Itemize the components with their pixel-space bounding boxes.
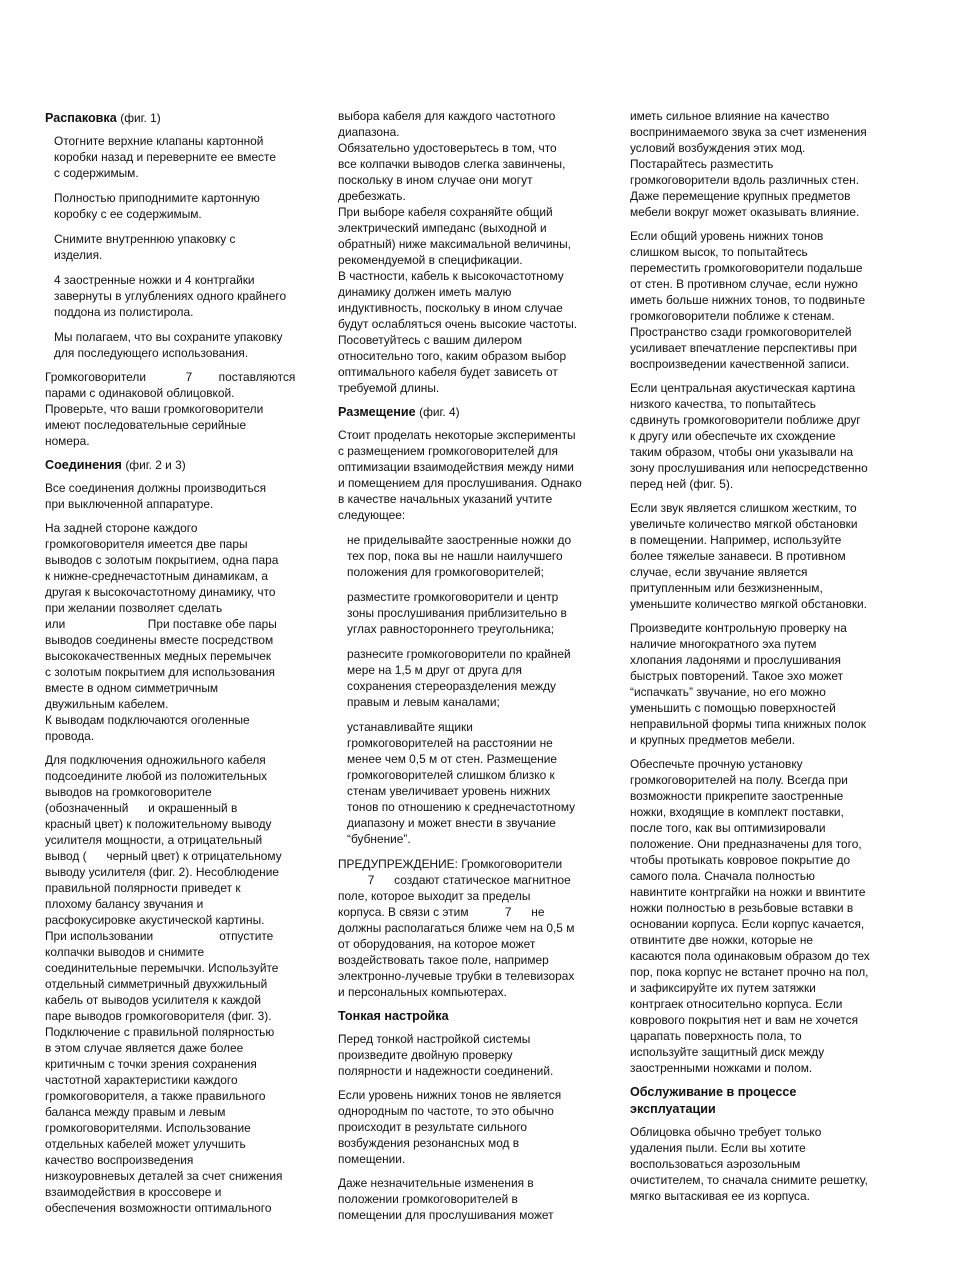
text-line: 7 создают статическое магнитное [338,873,571,887]
text-line: низкого качества, то попытайтесь [630,397,816,411]
text-line: диапазона. [338,125,400,139]
text-line: ПРЕДУПРЕЖДЕНИЕ: Громкоговорители [338,857,563,871]
body-paragraph [338,1087,620,1167]
text-line: Постарайтесь разместить [630,157,774,171]
text-line: соединительные перемычки. Используйте [45,961,279,975]
text-line: обеспечения возможности оптимального [45,1201,272,1215]
text-line: полярности и надежности соединений. [338,1064,554,1078]
body-paragraph [338,1031,620,1079]
text-line: следующее: [338,508,406,522]
text-line: высококачественных медных перемычек [45,649,272,663]
text-line: положение. Они предназначены для того, [630,837,862,851]
text-column-3 [630,108,912,1204]
body-paragraph [630,500,912,612]
text-line: навинтите контргайки на ножки и ввинтите [630,885,866,899]
text-line: однородным по частоте, то это обычно [338,1104,554,1118]
text-line: вывод ( черный цвет) к отрицательному [45,849,282,863]
text-line: относительно того, каким образом выбор [338,349,567,363]
text-line: подсоедините любой из положительных [45,769,268,783]
instruction-item [45,231,327,263]
figure-reference: (фиг. 1) [120,111,161,125]
body-paragraph [338,856,620,1000]
text-line: царапать поверхность пола, то [630,1029,802,1043]
text-line: Обязательно удостоверьтесь в том, что [338,141,557,155]
text-line: отдельный симметричный двухжильный [45,977,268,991]
text-line: вместе в одном симметричным [45,681,219,695]
text-line: низкоуровневых деталей за счет снижения [45,1169,283,1183]
text-line: Перед тонкой настройкой системы [338,1032,531,1046]
text-line: Все соединения должны производиться [45,481,267,495]
instruction-item [45,190,327,222]
text-line: двужильным кабелем. [45,697,169,711]
text-line: уменьшите количество мягкой обстановки. [630,597,867,611]
text-line: Стоит проделать некоторые эксперименты [338,428,576,442]
body-paragraph [338,1175,620,1223]
text-line: касаются пола одинаковым образом до тех [630,949,870,963]
text-line: или При поставке обе пары [45,617,277,631]
text-line: усилителя мощности, а отрицательный [45,833,263,847]
text-line: контргаек относительно корпуса. Если [630,997,843,1011]
text-line: условий возбуждения этих мод. [630,141,806,155]
text-line: от оборудования, на которое может [338,937,536,951]
text-line: парами с одинаковой облицовкой. [45,386,235,400]
text-line: и крупных предметов мебели. [630,733,796,747]
text-line: перед ней (фиг. 5). [630,477,734,491]
text-line: воздействовать такое поле, например [338,953,549,967]
instruction-item [45,133,327,181]
text-line: Полностью приподнимите картонную [54,191,260,205]
body-paragraph [630,380,912,492]
text-line: Даже перемещение крупных предметов [630,189,851,203]
text-line: сохранения стереоразделения между [347,679,557,693]
text-line: Пространство сзади громкоговорителей [630,325,852,339]
text-line: оптимального кабеля будет зависеть от [338,365,558,379]
text-line: возможности прикрепите заостренные [630,789,844,803]
text-line: дребезжать. [338,189,406,203]
text-line: увеличьте количество мягкой обстановки [630,517,858,531]
text-line: усиливает впечатление перспективы при [630,341,858,355]
text-line: устанавливайте ящики [347,720,473,734]
text-line: с содержимым. [54,166,139,180]
text-line: уменьшить с помощью поверхностей [630,701,836,715]
text-line: поле, которое выходит за пределы [338,889,531,903]
text-line: иметь больше нижних тонов, то подвиньте [630,293,866,307]
figure-reference: (фиг. 2 и 3) [125,458,186,472]
body-paragraph [630,756,912,1076]
text-line: при выключенной аппаратуре. [45,497,214,511]
text-line: хлопания ладонями и прослушивания [630,653,841,667]
figure-reference: (фиг. 4) [419,405,460,419]
section-heading-title: Обслуживание в процессе [630,1085,797,1099]
text-line: ножки полностью в резьбовые вставки в [630,901,854,915]
text-line: к другу или обеспечьте их схождение [630,429,836,443]
text-line: самого пола. Сначала полностью [630,869,815,883]
text-line: диапазону и может внести в звучание [347,816,556,830]
text-line: 4 заостренные ножки и 4 контргайки [54,273,255,287]
text-line: не приделывайте заостренные ножки до [347,533,572,547]
text-line: должны располагаться ближе чем на 0,5 м [338,921,575,935]
text-line: зоны прослушивания приблизительно в [347,606,567,620]
instruction-item [338,719,620,847]
text-line: к нижне-среднечастотным динамикам, а [45,569,268,583]
text-line: заостренными ножками и полом. [630,1061,813,1075]
text-line: иметь сильное влияние на качество [630,109,830,123]
text-line: динамику должен иметь малую [338,285,512,299]
text-line: расфокусировке акустической картины. [45,913,265,927]
text-line: баланса между правым и левым [45,1105,226,1119]
text-line: воспринимаемого звука за счет изменения [630,125,867,139]
text-line: качество воспроизведения [45,1153,194,1167]
text-line: изделия. [54,248,103,262]
text-line: и зафиксируйте их путем затяжки [630,981,816,995]
text-line: тонов по отношению к среднечастотному [347,800,576,814]
text-line: (обозначенный и окрашенный в [45,801,238,815]
text-line: основании корпуса. Если корпус качается, [630,917,865,931]
text-line: отдельных кабелей может улучшить [45,1137,246,1151]
text-line: Подключение с правильной полярностью [45,1025,275,1039]
section-heading-title: Тонкая настройка [338,1009,449,1023]
text-line: При выборе кабеля сохраняйте общий [338,205,553,219]
section-heading [338,1008,620,1025]
text-line: электрический импеданс (выходной и [338,221,547,235]
section-heading [630,1084,912,1118]
text-line: таким образом, чтобы они указывали на [630,445,854,459]
text-line: помещении. [338,1152,406,1166]
text-line: зону прослушивания или непосредственно [630,461,868,475]
body-paragraph [630,620,912,748]
text-line: громкоговорителей на полу. Всегда при [630,773,848,787]
text-line: громкоговорителя имеется две пары [45,537,248,551]
text-line: правым и левым каналами; [347,695,500,709]
text-line: случае, если звучание является [630,565,808,579]
text-line: номера. [45,434,90,448]
body-paragraph [338,108,620,396]
text-line: При использовании отпустите [45,929,274,943]
text-line: происходит в результате сильного [338,1120,528,1134]
text-line: неправильной формы типа книжных полок [630,717,866,731]
text-line: в помещении. Например, используйте [630,533,842,547]
text-line: углах равностороннего треугольника; [347,622,555,636]
text-line: в качестве начальных указаний учтите [338,492,553,506]
text-line: обратный) ниже максимальной величины, [338,237,571,251]
section-heading-title: Размещение [338,405,416,419]
text-line: Посоветуйтесь с вашим дилером [338,333,523,347]
text-line: На задней стороне каждого [45,521,198,535]
text-line: при желании позволяет сделать [45,601,223,615]
text-line: громкоговорителя, а также правильного [45,1089,266,1103]
body-paragraph [45,369,327,449]
text-line: очистителем, то сначала снимите решетку, [630,1173,868,1187]
text-line: положения для громкоговорителей; [347,565,544,579]
text-line: мягко вытаскивая ее из корпуса. [630,1189,810,1203]
text-line: и помещением для прослушивания. Однако [338,476,582,490]
text-line: требуемой длины. [338,381,440,395]
text-line: плохому балансу звучания и [45,897,204,911]
text-line: взаимодействия в кроссовере и [45,1185,222,1199]
section-heading [338,404,620,421]
text-line: Если общий уровень нижних тонов [630,229,824,243]
text-line: коробки назад и переверните ее вместе [54,150,276,164]
text-line: стенам увеличивает уровень нижних [347,784,551,798]
text-line: разнесите громкоговорители по крайней [347,647,571,661]
text-line: Проверьте, что ваши громкоговорители [45,402,264,416]
text-line: Громкоговорители 7 поставляются [45,370,296,384]
text-line: удаления пыли. Если вы хотите [630,1141,806,1155]
text-line: критичным с точки зрения сохранения [45,1057,257,1071]
instruction-item [338,589,620,637]
text-line: отвинтите две ножки, которые не [630,933,813,947]
text-line: завернуты в углублениях одного крайнего [54,289,287,303]
text-line: притупленным или безжизненным, [630,581,823,595]
text-line: красный цвет) к положительному выводу [45,817,272,831]
section-heading-title: эксплуатации [630,1102,716,1116]
text-line: имеют последовательные серийные [45,418,247,432]
text-line: Если звук является слишком жестким, то [630,501,857,515]
text-line: частотной характеристики каждого [45,1073,238,1087]
text-line: К выводам подключаются оголенные [45,713,250,727]
text-line: паре выводов громкоговорителя (фиг. 3). [45,1009,272,1023]
text-line: громкоговорителей на расстоянии не [347,736,553,750]
instruction-item [45,272,327,320]
text-line: возбуждения резонансных мод в [338,1136,520,1150]
text-line: другая к высокочастотному динамику, что [45,585,276,599]
text-line: мебели вокруг может оказывать влияние. [630,205,860,219]
body-paragraph [630,108,912,220]
instruction-item [338,532,620,580]
text-line: Если уровень нижних тонов не является [338,1088,562,1102]
text-line: Облицовка обычно требует только [630,1125,822,1139]
text-line: выводов соединены вместе посредством [45,633,274,647]
text-line: будут ослабляться очень высокие частоты. [338,317,578,331]
text-line: оптимизации взаимодействия между ними [338,460,574,474]
section-heading-title: Распаковка [45,111,117,125]
section-heading [45,457,327,474]
text-column-1 [45,108,327,1216]
text-column-2 [338,108,620,1223]
text-line: тех пор, пока вы не нашли наилучшего [347,549,563,563]
text-line: выводов с золотым покрытием, одна пара [45,553,279,567]
text-line: после того, как вы оптимизировали [630,821,826,835]
text-line: “испачкать” звучание, но его можно [630,685,826,699]
body-paragraph [630,1124,912,1204]
body-paragraph [45,520,327,744]
text-line: Мы полагаем, что вы сохраните упаковку [54,330,283,344]
text-line: сдвинуть громкоговорители поближе друг [630,413,861,427]
text-line: громкоговорителей слишком близко к [347,768,555,782]
text-line: корпуса. В связи с этим 7 не [338,905,545,919]
instruction-item [45,329,327,361]
text-line: помещении для прослушивания может [338,1208,554,1222]
text-line: используйте защитный диск между [630,1045,825,1059]
section-heading-title: Соединения [45,458,122,472]
text-line: колпачки выводов и снимите [45,945,205,959]
text-line: от стен. В противном случае, если нужно [630,277,858,291]
text-line: правильной полярности приведет к [45,881,241,895]
text-line: громкоговорители вдоль различных стен. [630,173,860,187]
instruction-item [338,646,620,710]
text-line: с размещением громкоговорителей для [338,444,558,458]
text-line: Обеспечьте прочную установку [630,757,803,771]
section-heading [45,110,327,127]
text-line: мере на 1,5 м друг от друга для [347,663,522,677]
text-line: Снимите внутреннюю упаковку с [54,232,236,246]
text-line: выбора кабеля для каждого частотного [338,109,556,123]
text-line: коврового покрытия нет и вам не хочется [630,1013,859,1027]
text-line: громкоговорители поближе к стенам. [630,309,835,323]
text-line: Произведите контрольную проверку на [630,621,847,635]
text-line: электронно-лучевые трубки в телевизорах [338,969,575,983]
text-line: и персональных компьютерах. [338,985,507,999]
text-line: индуктивность, поскольку в ином случае [338,301,563,315]
text-line: Даже незначительные изменения в [338,1176,534,1190]
text-line: все колпачки выводов слегка завинчены, [338,157,566,171]
text-line: поскольку в ином случае они могут [338,173,533,187]
text-line: для последующего использования. [54,346,249,360]
text-line: воспользоваться аэрозольным [630,1157,801,1171]
text-line: положении громкоговорителей в [338,1192,518,1206]
text-line: кабель от выводов усилителя к каждой [45,993,261,1007]
text-line: быстрых повторений. Такое эхо может [630,669,844,683]
text-line: “бубнение”. [347,832,411,846]
text-line: Отогните верхние клапаны картонной [54,134,264,148]
text-line: чтобы протыкать ковровое покрытие до [630,853,851,867]
text-line: переместить громкоговорители подальше [630,261,863,275]
text-line: воспроизведении качественной записи. [630,357,850,371]
text-line: выводу усилителя (фиг. 2). Несоблюдение [45,865,279,879]
text-line: более тяжелые занавеси. В противном [630,549,846,563]
text-line: менее чем 0,5 м от стен. Размещение [347,752,557,766]
text-line: провода. [45,729,95,743]
text-line: с золотым покрытием для использования [45,665,275,679]
body-paragraph [630,228,912,372]
body-paragraph [45,480,327,512]
text-line: Для подключения одножильного кабеля [45,753,266,767]
text-line: В частности, кабель к высокочастотному [338,269,564,283]
text-line: слишком высок, то попытайтесь [630,245,808,259]
text-line: пор, пока корпус не встанет прочно на пол, [630,965,869,979]
text-line: рекомендуемой в спецификации. [338,253,523,267]
text-line: произведите двойную проверку [338,1048,513,1062]
text-line: Если центральная акустическая картина [630,381,856,395]
text-line: ножки, входящие в комплект поставки, [630,805,844,819]
text-line: разместите громкоговорители и центр [347,590,559,604]
text-line: поддона из полистирола. [54,305,194,319]
text-line: громкоговорителями. Использование [45,1121,251,1135]
text-line: коробку с ее содержимым. [54,207,202,221]
text-line: выводов на громкоговорителе [45,785,212,799]
text-line: наличие многократного эха путем [630,637,817,651]
body-paragraph [338,427,620,523]
body-paragraph [45,752,327,1216]
text-line: в этом случае является даже более [45,1041,244,1055]
